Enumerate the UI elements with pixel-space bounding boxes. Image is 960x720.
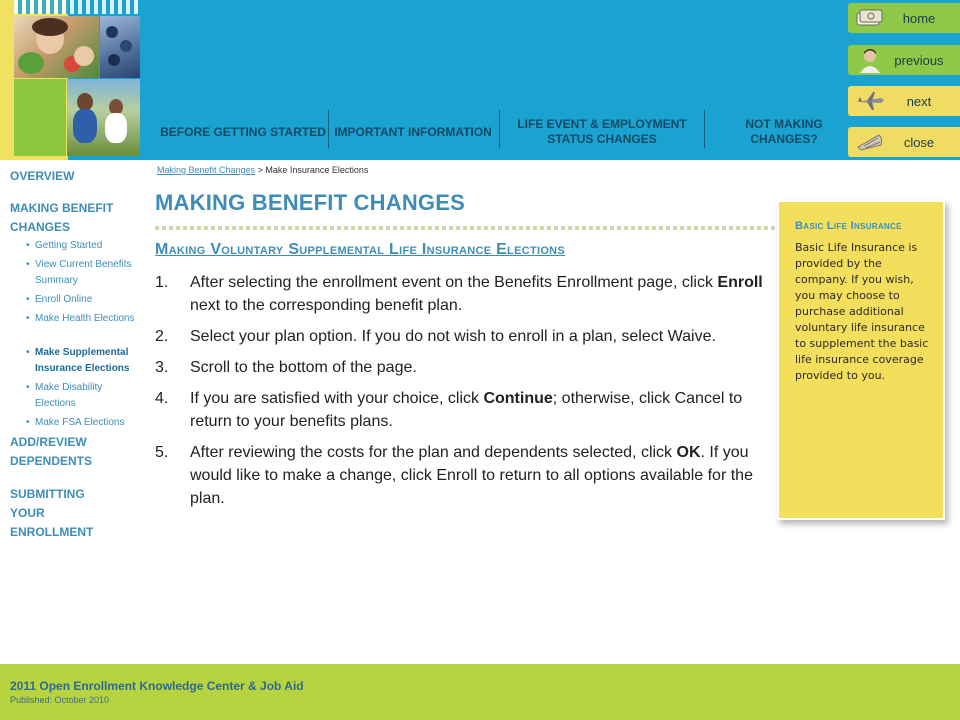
next-button-label: next [906, 93, 932, 109]
step-bold-term: Continue [483, 390, 553, 407]
top-navigation [158, 108, 828, 156]
home-button-label: home [902, 10, 936, 26]
shell-icon [854, 130, 886, 154]
title-divider [155, 226, 775, 230]
breadcrumb-separator: > [257, 165, 263, 175]
header [0, 0, 960, 160]
sub-item-make-disability-elections[interactable]: • Make Disability Elections [26, 380, 144, 412]
left-nav-overview[interactable]: OVERVIEW [10, 169, 75, 183]
plane-icon [854, 89, 886, 113]
breadcrumb-current: Make Insurance Elections [265, 165, 369, 175]
step-item [155, 325, 765, 348]
previous-button-label: previous [894, 52, 944, 68]
home-button[interactable] [848, 3, 960, 33]
sub-item-make-fsa-elections[interactable]: • Make FSA Elections [26, 415, 144, 431]
left-navigation [0, 160, 145, 664]
header-photo-collage [14, 16, 140, 156]
step-bold-term: OK [676, 444, 701, 461]
callout-title: Basic Life Insurance [795, 220, 902, 232]
step-number: 4. [155, 390, 169, 407]
person-icon [854, 48, 886, 72]
left-nav-submitting-enrollment[interactable]: SUBMITTING YOUR ENROLLMENT [10, 487, 94, 539]
close-button[interactable] [848, 127, 960, 157]
sub-item-make-supplemental-insurance-elections[interactable]: • Make Supplemental Insurance Elections [26, 345, 144, 377]
sub-item-enroll-online[interactable]: • Enroll Online [26, 292, 144, 308]
step-number: 1. [155, 274, 169, 291]
breadcrumb-link-making-benefit-changes[interactable]: Making Benefit Changes [157, 165, 256, 175]
step-text-end: next to the corresponding benefit plan. [190, 297, 463, 314]
breadcrumb [157, 165, 368, 175]
basic-life-insurance-callout [777, 200, 945, 520]
sub-item-view-current-benefits-summary[interactable]: • View Current Benefits Summary [26, 257, 144, 289]
sub-item-getting-started[interactable]: • Getting Started [26, 238, 144, 254]
section-title: Making Voluntary Supplemental Life Insurance Elections [155, 241, 566, 258]
step-number: 3. [155, 359, 169, 376]
nav-not-making-changes[interactable]: NOT MAKING CHANGES? [745, 117, 823, 146]
callout-text: Basic Life Insurance is provided by the company. If you wish, you may choose to purchase additional voluntary life insurance to supplement the basic life insurance coverage provided to you. [795, 241, 929, 382]
left-nav-add-review-dependents[interactable]: ADD/REVIEW DEPENDENTS [10, 435, 93, 468]
nav-divider [499, 110, 500, 148]
step-text: If you are satisfied with your choice, click [190, 390, 484, 407]
step-number: 2. [155, 328, 169, 345]
step-number: 5. [155, 444, 169, 461]
money-icon [854, 6, 886, 30]
photo-family-outdoors [67, 79, 140, 156]
page-title: MAKING BENEFIT CHANGES [155, 190, 465, 215]
next-button[interactable] [848, 86, 960, 116]
nav-life-event-status-changes[interactable]: LIFE EVENT & EMPLOYMENT STATUS CHANGES [517, 117, 687, 146]
left-nav-making-benefit-changes[interactable]: MAKING BENEFIT CHANGES [10, 201, 114, 234]
step-text: Scroll to the bottom of the page. [190, 359, 417, 376]
previous-button[interactable] [848, 45, 960, 75]
nav-divider [328, 110, 329, 148]
footer-published-date: Published: October 2010 [10, 695, 110, 705]
instruction-steps [155, 271, 765, 518]
decorative-film-strip [14, 0, 140, 14]
footer [0, 664, 960, 720]
photo-blueberries [100, 16, 140, 78]
step-text-end: . If you would like to make a change, click Enroll to return to all options available for the plan. [190, 444, 753, 507]
step-text-end: ; otherwise, click Cancel to return to your benefits plans. [190, 390, 743, 430]
footer-title: 2011 Open Enrollment Knowledge Center & Job Aid [10, 679, 304, 693]
photo-green-block [14, 79, 66, 156]
step-item [155, 356, 765, 379]
sub-item-make-health-elections[interactable]: • Make Health Elections [26, 311, 144, 327]
nav-important-information[interactable]: IMPORTANT INFORMATION [334, 124, 492, 139]
step-text: After selecting the enrollment event on the Benefits Enrollment page, click [190, 274, 718, 291]
step-bold-term: Enroll [717, 274, 763, 291]
step-text: Select your plan option. If you do not wish to enroll in a plan, select Waive. [190, 328, 716, 345]
step-item [155, 387, 765, 433]
close-button-label: close [903, 134, 935, 150]
nav-before-getting-started[interactable]: BEFORE GETTING STARTED [160, 124, 326, 139]
photo-woman-with-vegetables [14, 16, 99, 78]
step-text: After reviewing the costs for the plan and dependents selected, click [190, 444, 677, 461]
step-item [155, 271, 765, 317]
step-item [155, 441, 765, 510]
nav-divider [704, 110, 705, 148]
